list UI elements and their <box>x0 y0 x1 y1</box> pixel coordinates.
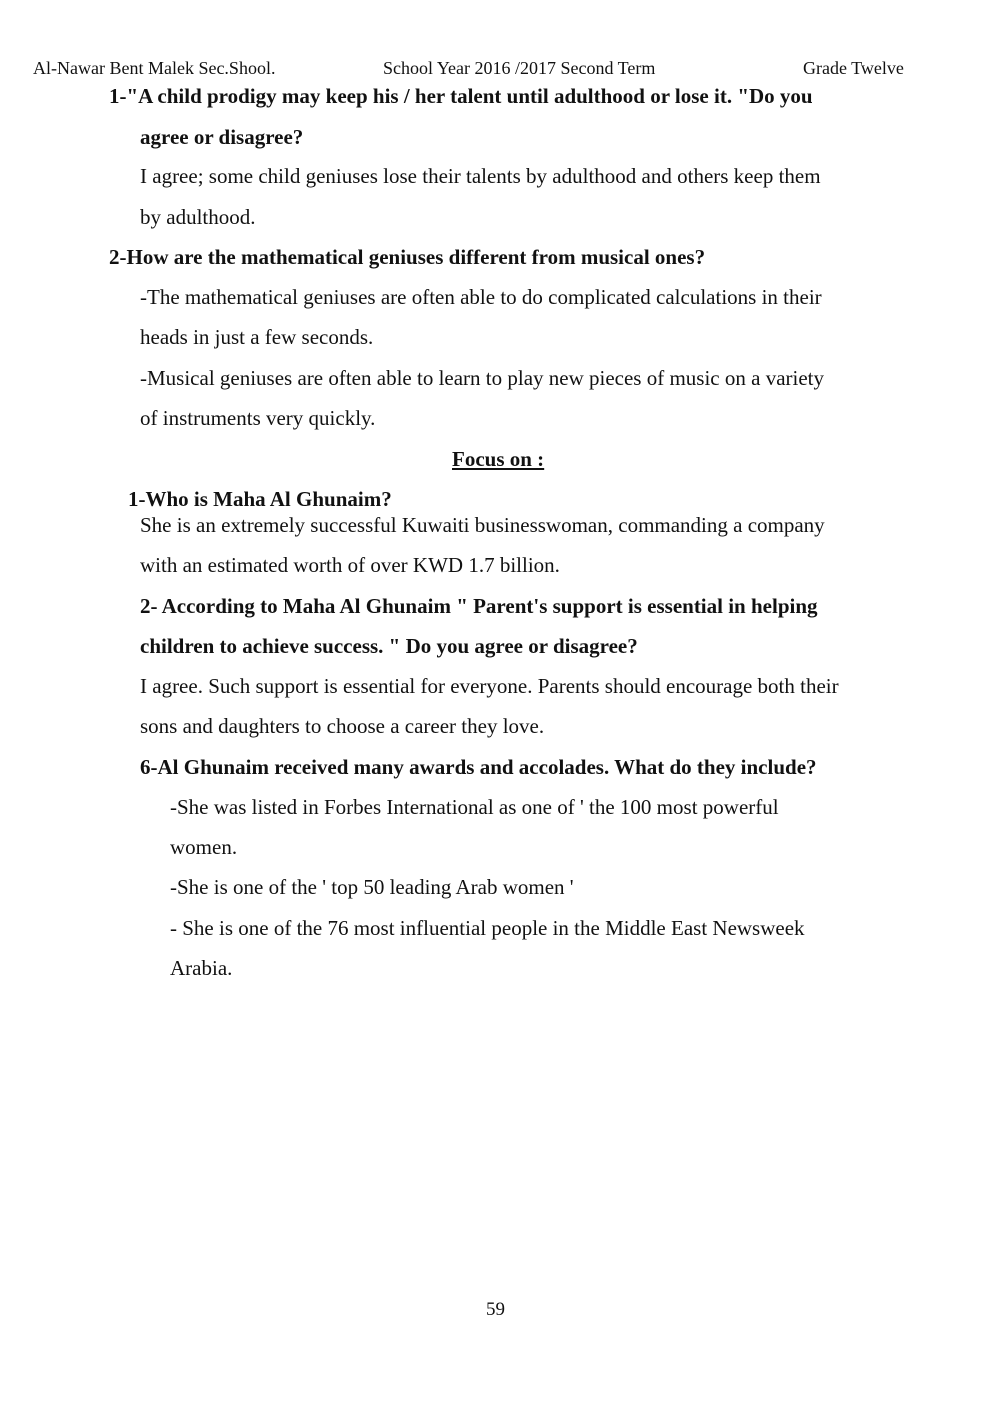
answer-1-line-2: by adulthood. <box>140 205 256 229</box>
focus-answer-2-line-2: sons and daughters to choose a career they love. <box>140 714 545 738</box>
question-1-line-1: 1-"A child prodigy may keep his / her talent until adulthood or lose it. "Do you <box>109 84 813 108</box>
question-2-line-1: 2-How are the mathematical geniuses different from musical ones? <box>109 245 706 269</box>
header-year: School Year 2016 /2017 Second Term <box>383 58 656 78</box>
focus-heading: Focus on : <box>452 447 545 471</box>
answer-1-line-1: I agree; some child geniuses lose their talents by adulthood and others keep them <box>140 164 821 188</box>
award-3-line-2: Arabia. <box>170 956 233 980</box>
award-1-line-1: -She was listed in Forbes International as one of ' the 100 most powerful <box>170 795 779 819</box>
focus-answer-1-line-1: She is an extremely successful Kuwaiti businesswoman, commanding a company <box>140 513 825 537</box>
page-number: 59 <box>486 1299 505 1320</box>
award-1-line-2: women. <box>170 835 238 859</box>
focus-question-6: 6-Al Ghunaim received many awards and accolades. What do they include? <box>140 755 817 779</box>
award-2-line-1: -She is one of the ' top 50 leading Arab women ' <box>170 875 574 899</box>
focus-question-2-line-2: children to achieve success. " Do you agree or disagree? <box>140 634 638 658</box>
header-grade: Grade Twelve <box>803 58 904 78</box>
focus-question-1: 1-Who is Maha Al Ghunaim? <box>128 487 392 511</box>
answer-2b-line-2: of instruments very quickly. <box>140 406 376 430</box>
answer-2b-line-1: -Musical geniuses are often able to learn to play new pieces of music on a variety <box>140 366 825 390</box>
focus-answer-2-line-1: I agree. Such support is essential for everyone. Parents should encourage both their <box>140 674 839 698</box>
question-1-line-2: agree or disagree? <box>140 125 304 149</box>
focus-question-2-line-1: 2- According to Maha Al Ghunaim " Parent's support is essential in helping <box>140 594 818 618</box>
award-3-line-1: - She is one of the 76 most influential people in the Middle East Newsweek <box>170 916 805 940</box>
answer-2a-line-2: heads in just a few seconds. <box>140 325 374 349</box>
answer-2a-line-1: -The mathematical geniuses are often able to do complicated calculations in their <box>140 285 822 309</box>
focus-answer-1-line-2: with an estimated worth of over KWD 1.7 billion. <box>140 553 560 577</box>
header-school: Al-Nawar Bent Malek Sec.Shool. <box>33 58 276 78</box>
